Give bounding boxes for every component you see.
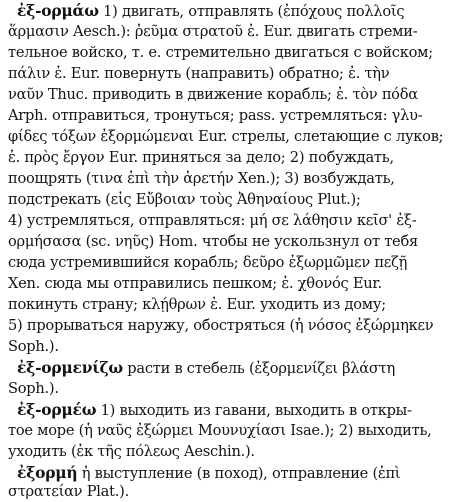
entry-line: сюда устремившийся корабль; δεῦρο ἐξωρμῶμεν πεζῇ (8, 254, 408, 271)
entry-line: тое море (ἡ ναῦς ἐξώρμει Μουνυχίασι Isae.); 2) выходить, (8, 422, 432, 439)
entry-line: 4) устремляться, отправляться: μή σε λάθησιν κεῖσ' ἐξ- (8, 212, 417, 229)
entry-line: Soph.). (8, 338, 59, 355)
entry-line: στρατείαν Plat.). (8, 483, 129, 500)
entry-line: φίδες τόξων ἐξορμώμεναι Eur. стрелы, слетающие с луков; (8, 128, 444, 145)
entry-line: ναῦν Thuc. приводить в движение корабль; ἐ. τὸν πόδα (8, 86, 418, 103)
entry-line: Arph. отправиться, тронуться; pass. устремляться: γλυ- (8, 107, 423, 124)
headword: ἐξ-ορμενίζω (17, 358, 123, 377)
entry-line: Soph.). (8, 380, 59, 397)
entry-line (17, 462, 463, 483)
entry-line: тельное войско, т. е. стремительно двигаться с войском; (8, 44, 433, 61)
entry-line: πάλιν ἐ. Eur. повернуть (направить) обратно; ἐ. τὴν (8, 65, 390, 82)
entry-line: Xen. сюда мы отправились пешком; ἐ. χθονός Eur. (8, 275, 382, 292)
entry-line: подстрекать (εἰς Εὔβοιαν τοὺς Ἀθηναίους Plut.); (8, 191, 361, 208)
entry-line: уходить (ἐκ τῆς πόλεως Aeschin.). (8, 443, 255, 460)
entry-text: ἡ выступление (в поход), отправление (ἐπὶ (81, 465, 401, 482)
entry-line: ἅρμασιν Aesch.): ῥεῦμα στρατοῦ ἐ. Eur. двигать стреми- (8, 23, 418, 40)
entry-line: поощрять (τινα ἐπὶ τὴν ἀρετήν Xen.); 3) возбуждать, (8, 170, 395, 187)
entry-line (17, 0, 463, 21)
entry-text: 1) двигать, отправлять (ἐπόχους πολλοῖς (103, 3, 405, 20)
entry-line: 5) прорываться наружу, обостряться (ἡ νόσος ἐξώρμηκεν (8, 317, 434, 334)
headword: ἐξ-ορμάω (17, 1, 99, 20)
entry-line (17, 399, 463, 420)
entry-text: 1) выходить из гавани, выходить в откры- (100, 402, 412, 419)
headword: ἐξ-ορμέω (17, 400, 97, 419)
entry-line: ἐ. πρὸς ἔργον Eur. приняться за дело; 2) побуждать, (8, 149, 394, 166)
entry-line: ορμήσασα (sc. νηῦς) Hom. чтобы не ускользнул от тебя (8, 233, 418, 250)
headword: ἐξορμή (17, 463, 78, 482)
entry-line (17, 357, 463, 378)
entry-line: покинуть страну; κλῄθρων ἐ. Eur. уходить из дому; (8, 296, 386, 313)
entry-text: расти в стебель (ἐξορμενίζει βλάστη (127, 360, 395, 377)
